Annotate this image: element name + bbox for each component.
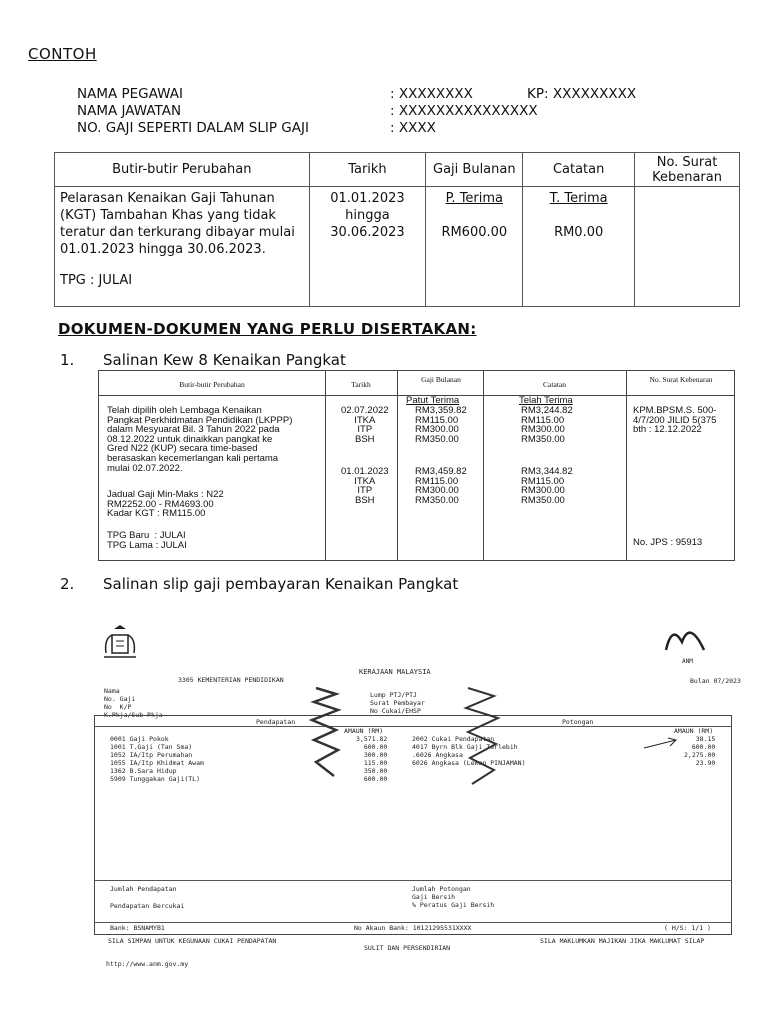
t2-head-gaji: Gaji Bulanan	[421, 375, 461, 384]
bulan-label: Bulan 07/2023	[690, 677, 741, 685]
label-nama-pegawai: NAMA PEGAWAI	[77, 86, 183, 102]
value-nama-pegawai: : XXXXXXXX	[390, 86, 473, 102]
catatan-value: RM0.00	[554, 225, 604, 240]
col-surat: No. Surat Kebenaran	[635, 153, 740, 187]
t2-dates2: 01.01.2023 ITKA ITP BSH	[341, 466, 389, 506]
footer-left: SILA SIMPAN UNTUK KEGUNAAN CUKAI PENDAPATAN	[108, 937, 277, 945]
section-title: DOKUMEN-DOKUMEN YANG PERLU DISERTAKAN:	[58, 320, 477, 338]
pendapatan-header: Pendapatan	[256, 718, 296, 726]
page-title: CONTOH	[28, 45, 97, 63]
bank-label: Bank: BSNAMYB1	[110, 924, 165, 932]
item-1-text: Salinan Kew 8 Kenaikan Pangkat	[103, 351, 346, 369]
anm-logo-icon	[660, 620, 710, 660]
t2-patut2: RM3,459.82 RM115.00 RM300.00 RM350.00	[415, 466, 467, 506]
value-nama-jawatan: : XXXXXXXXXXXXXXX	[390, 103, 538, 119]
value-no-gaji: : XXXX	[390, 120, 436, 136]
t2-telah1: RM3,244.82 RM115.00 RM300.00 RM350.00	[521, 405, 573, 445]
value-kp: KP: XXXXXXXXX	[527, 86, 637, 102]
jumlah-potongan: Jumlah Potongan Gaji Bersih % Peratus Gaji Bersih	[412, 885, 495, 909]
cell-butir	[55, 187, 310, 307]
tpg-text: TPG : JULAI	[60, 273, 133, 288]
desc-text: Pelarasan Kenaikan Gaji Tahunan (KGT) Tambahan Khas yang tidak teratur dan terkurang dibayar mulai 01.01.2023 hingga 30.06.2023.	[60, 191, 295, 257]
t2-telah-label: Telah Terima	[519, 395, 573, 406]
anm-label: ANM	[682, 658, 693, 665]
redaction-scribble-2-icon	[458, 684, 508, 794]
pendapatan-bercukai: Pendapatan Bercukai	[110, 902, 185, 910]
t2-tpg: TPG Baru : JULAI TPG Lama : JULAI	[107, 530, 187, 551]
col-tarikh: Tarikh	[309, 153, 426, 187]
earning-lines: 0001 Gaji Pokok 1001 T.Gaji (Tan Sma) 1052 IA/Itp Perumahan 1055 IA/Itp Khidmat Awam 1362 B.Sara Hidup 5909 Tunggakan Gaji(TL)	[110, 735, 204, 783]
deduction-lines: 2002 Cukai Pendapatan 4017 Byrn Blk Gaji Terlebih .6026 Angkasa 6026 Angkasa (Lekan PINJAMAN)	[412, 735, 526, 767]
amaun-left: AMAUN (RM)	[344, 727, 384, 735]
slip-left-labels: Nama No. Gaji No K/P K.Pkja/Sub Pkja	[104, 687, 163, 719]
item-2-num: 2.	[60, 575, 75, 593]
catatan-label: T. Terima	[549, 191, 608, 206]
t2-jps: No. JPS : 95913	[633, 537, 703, 548]
t2-dates1: 02.07.2022 ITKA ITP BSH	[341, 405, 389, 445]
akaun-label: No Akaun Bank: 10121295531XXXX	[354, 924, 472, 932]
footer-url: http://www.anm.gov.my	[106, 960, 189, 968]
cell-catatan	[523, 187, 635, 307]
t2-head-surat: No. Surat Kebenaran	[649, 375, 713, 384]
tarikh-hingga: hingga	[345, 208, 390, 223]
col-catatan: Catatan	[523, 153, 635, 187]
col-gaji: Gaji Bulanan	[426, 153, 523, 187]
t2-patut-label: Patut Terima	[406, 395, 460, 406]
redaction-scribble-icon	[306, 684, 346, 784]
t2-desc: Telah dipilih oleh Lembaga Kenaikan Pangkat Perkhidmatan Pendidikan (LKPPP) dalam Mesyuarat Bil. 3 Tahun 2022 pada 08.12.2022 untuk dinaikkan pangkat ke Gred N22 (KUP) secara time-based berasaskan kecemerlangan kali pertama mulai 02.07.2022.	[107, 405, 293, 474]
footer-mid: SULIT DAN PERSENDIRIAN	[364, 944, 451, 952]
col-butir: Butir-butir Perubahan	[55, 153, 310, 187]
kew8-table	[98, 370, 735, 561]
payslip	[94, 658, 741, 968]
slip-mid-labels: Lump PTJ/PTJ Surat Pembayar No Cukai/EHSP	[370, 691, 425, 715]
gaji-value: RM600.00	[441, 225, 508, 240]
amaun-right: AMAUN (RM)	[674, 727, 714, 735]
t2-surat: KPM.BPSM.S. 500- 4/7/200 JILID 5(375 bth : 12.12.2022	[633, 405, 717, 436]
deduction-amounts: 38.15 600.00 2,275.00 23.90	[684, 735, 716, 767]
arrow-mark-icon	[642, 736, 682, 752]
tarikh-to: 30.06.2023	[330, 225, 405, 240]
t2-patut1: RM3,359.82 RM115.00 RM300.00 RM350.00	[415, 405, 467, 445]
t2-head-catatan: Catatan	[543, 380, 566, 389]
label-nama-jawatan: NAMA JAWATAN	[77, 103, 182, 119]
cell-tarikh	[309, 187, 426, 307]
earning-amounts: 3,571.82 600.00 300.00 115.00 350.00 600.00	[356, 735, 388, 783]
t2-head-tarikh: Tarikh	[351, 380, 371, 389]
item-2-text: Salinan slip gaji pembayaran Kenaikan Pangkat	[103, 575, 459, 593]
kerajaan-title: KERAJAAN MALAYSIA	[359, 668, 431, 676]
crest-icon	[100, 625, 140, 663]
label-no-gaji: NO. GAJI SEPERTI DALAM SLIP GAJI	[77, 120, 309, 136]
cell-gaji	[426, 187, 523, 307]
potongan-header: Potongan	[562, 718, 594, 726]
hs-label: ( H/S: 1/1 )	[664, 924, 711, 932]
item-1-num: 1.	[60, 351, 75, 369]
cell-surat	[635, 187, 740, 307]
jumlah-pendapatan: Jumlah Pendapatan	[110, 885, 177, 893]
t2-head-butir: Butir-butir Perubahan	[179, 380, 245, 389]
t2-jadual: Jadual Gaji Min-Maks : N22 RM2252.00 - RM4693.00 Kadar KGT : RM115.00	[107, 489, 224, 520]
perubahan-table	[54, 152, 740, 307]
t2-telah2: RM3,344.82 RM115.00 RM300.00 RM350.00	[521, 466, 573, 506]
footer-right: SILA MAKLUMKAN MAJIKAN JIKA MAKLUMAT SILAP	[540, 937, 705, 945]
tarikh-from: 01.01.2023	[330, 191, 405, 206]
gaji-label: P. Terima	[445, 191, 504, 206]
kementerian-label: 3305 KEMENTERIAN PENDIDIKAN	[178, 676, 284, 684]
